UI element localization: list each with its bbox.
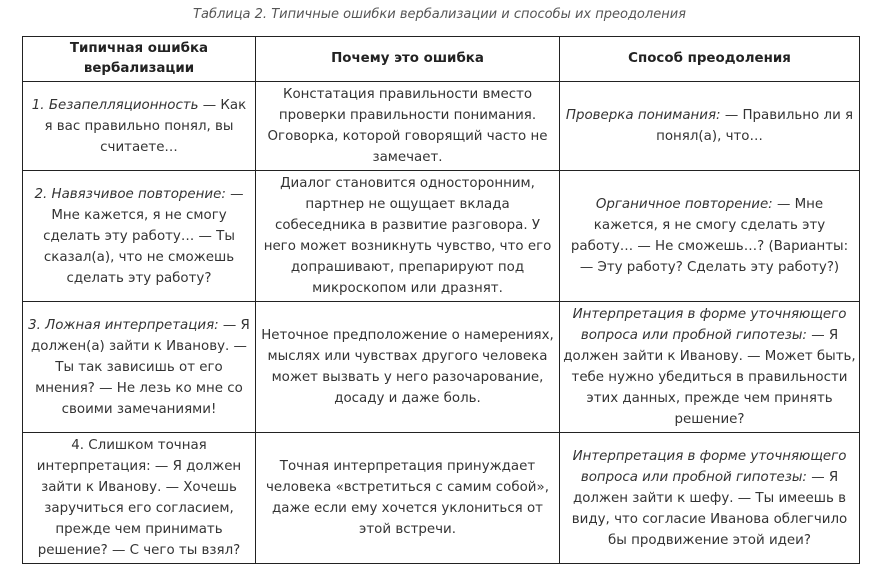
fix-text: — Правильно ли я понял(а), что… (656, 108, 854, 144)
fix-text: — Мне кажется, я не смогу сделать эту работу… — Не сможешь…? (Варианты: — Эту работу? Сделать эту работу?) (570, 197, 849, 275)
fix-term: Органичное повторение: (595, 197, 773, 212)
table-header-row (23, 37, 860, 82)
error-text: — Мне кажется, я не смогу сделать эту работу… — Ты сказал(а), что не сможешь сделать эту работу? (43, 186, 244, 286)
fix-cell (560, 302, 860, 433)
error-cell (23, 433, 256, 564)
fix-text: — Я должен зайти к Иванову. — Может быть, тебе нужно убедиться в правильности этих данных, прежде чем принять решение? (563, 328, 856, 427)
error-term: 2. Навязчивое повторение: (34, 186, 226, 202)
fix-term: Интерпретация в форме уточняющего вопроса или пробной гипотезы: (572, 307, 847, 343)
error-term: 1. Безапелляционность (31, 97, 199, 113)
fix-cell (560, 171, 860, 302)
table-row (23, 171, 860, 302)
fix-cell (560, 433, 860, 564)
error-text: — Как я вас правильно понял, вы считаете… (44, 97, 247, 155)
error-cell (23, 302, 256, 433)
header-typical-error: Типичная ошибка вербализации (23, 37, 256, 82)
why-cell: Диалог становится односторонним, партнер не ощущает вклада собеседника в развитие разговора. У него может возникнуть чувство, что его допрашивают, препарируют под микроскопом или дразнят. (256, 171, 560, 302)
header-why-error: Почему это ошибка (256, 37, 560, 82)
table-caption: Таблица 2. Типичные ошибки вербализации и способы их преодоления (193, 7, 686, 22)
table-row (23, 302, 860, 433)
error-term: 3. Ложная интерпретация: (28, 317, 219, 333)
error-text: 4. Слишком точная интерпретация: — Я должен зайти к Иванову. — Хочешь заручиться его согласием, прежде чем принимать решение? — С чего ты взял? (36, 438, 242, 558)
verbalization-errors-table (22, 36, 860, 564)
error-text: — Я должен(а) зайти к Иванову. — Ты так зависишь от его мнения? — Не лезь ко мне со своими замечаниями! (31, 317, 250, 417)
why-cell: Констатация правильности вместо проверки правильности понимания. Оговорка, которой говорящий часто не замечает. (256, 82, 560, 171)
header-how-to-fix: Способ преодоления (560, 37, 860, 82)
error-cell (23, 82, 256, 171)
why-cell: Неточное предположение о намерениях, мыслях или чувствах другого человека может вызвать у него разочарование, досаду и даже боль. (256, 302, 560, 433)
fix-text: — Я должен зайти к шефу. — Ты имеешь в виду, что согласие Иванова облегчило бы продвижение этой идеи? (571, 469, 848, 548)
table-row (23, 433, 860, 564)
table-row (23, 82, 860, 171)
fix-term: Проверка понимания: (565, 108, 721, 123)
fix-term: Интерпретация в форме уточняющего вопроса или пробной гипотезы: (572, 448, 847, 485)
error-cell (23, 171, 256, 302)
why-cell: Точная интерпретация принуждает человека «встретиться с самим собой», даже если ему хочется уклониться от этой встречи. (256, 433, 560, 564)
fix-cell (560, 82, 860, 171)
